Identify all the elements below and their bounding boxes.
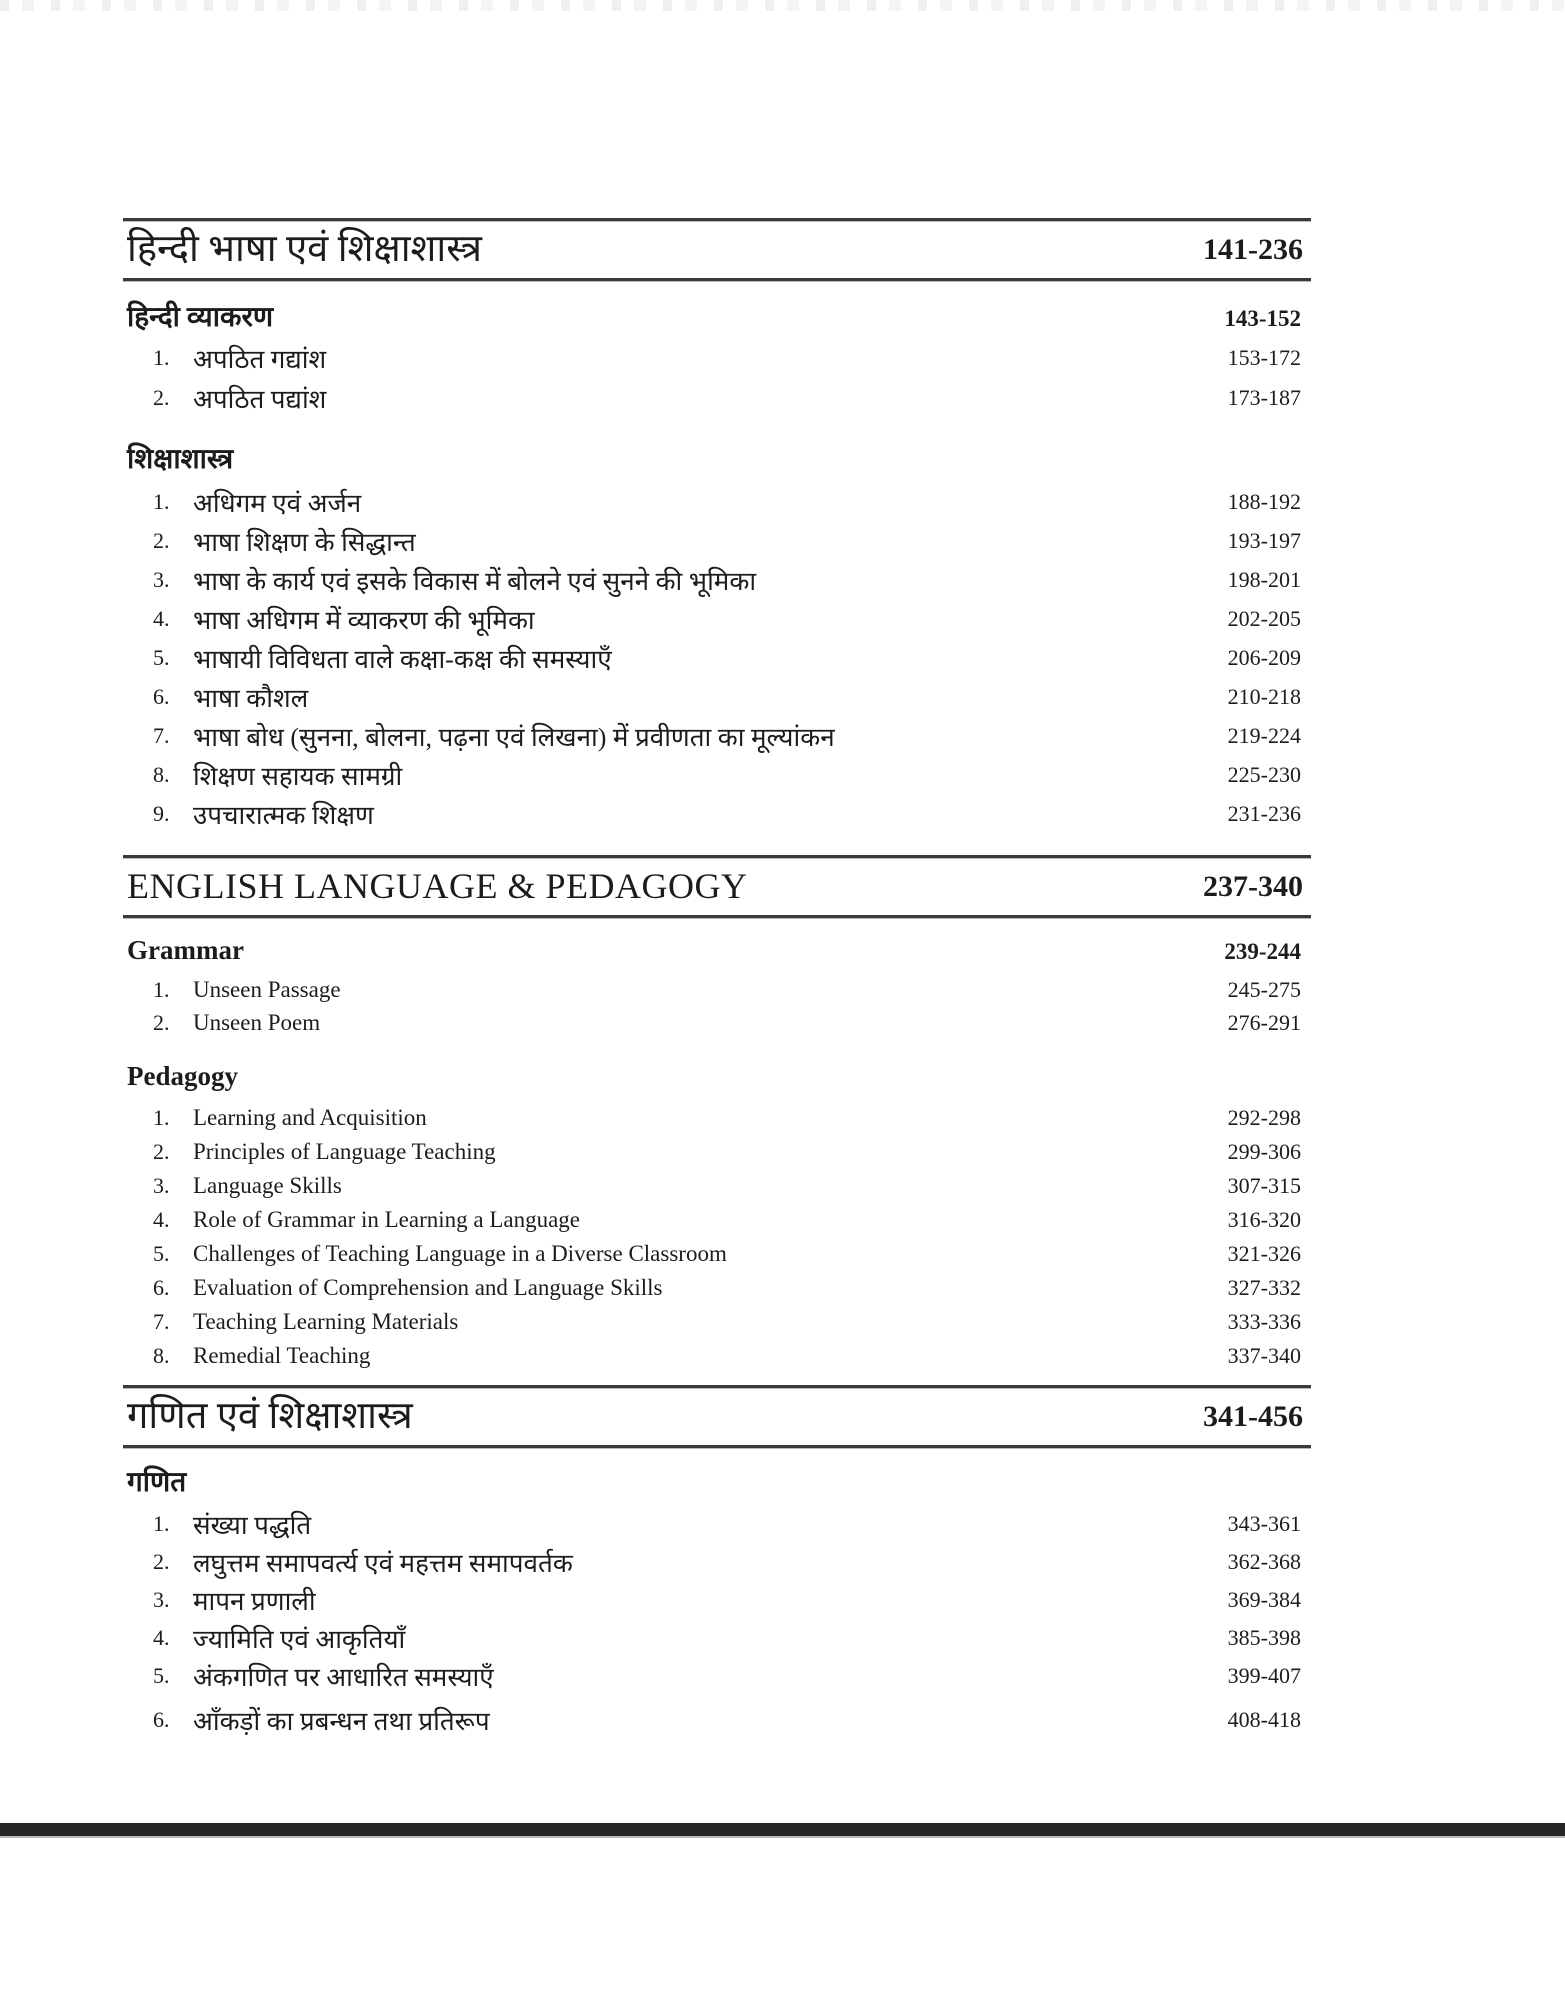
section-divider [123, 278, 1311, 282]
entry-number: 5. [153, 1663, 170, 1688]
entry-title: भाषा शिक्षण के सिद्धान्त [193, 527, 416, 557]
subsection-title: Pedagogy [127, 1061, 238, 1091]
entry-page-range: 292-298 [1227, 1105, 1301, 1130]
toc-entry [123, 1135, 1311, 1169]
entry-page-range: 321-326 [1227, 1241, 1301, 1266]
entry-title: आँकड़ों का प्रबन्धन तथा प्रतिरूप [193, 1707, 490, 1736]
entry-title: उपचारात्मक शिक्षण [193, 800, 374, 830]
toc-content [123, 0, 1311, 1739]
subsection-title: शिक्षाशास्त्र [127, 443, 234, 475]
subsection-page-range: 239-244 [1224, 939, 1301, 964]
entry-number: 1. [153, 488, 170, 514]
entry-page-range: 206-209 [1227, 644, 1301, 670]
entry-title: Principles of Language Teaching [193, 1139, 496, 1164]
entry-number: 4. [153, 1207, 170, 1232]
entry-title: Evaluation of Comprehension and Language Skills [193, 1275, 663, 1300]
toc-entry [123, 1203, 1311, 1237]
entry-page-range: 316-320 [1227, 1207, 1301, 1232]
toc-entry [123, 560, 1311, 599]
entry-title: लघुत्तम समापवर्त्य एवं महत्तम समापवर्तक [193, 1549, 573, 1578]
toc-entry [123, 482, 1311, 521]
toc-entry [123, 338, 1311, 378]
entry-number: 3. [153, 1587, 170, 1612]
toc-entry [123, 521, 1311, 560]
section-page-range: 237-340 [1203, 870, 1303, 903]
entry-page-range: 333-336 [1227, 1309, 1301, 1334]
entry-number: 6. [153, 1707, 170, 1732]
entry-title: भाषा अधिगम में व्याकरण की भूमिका [193, 605, 535, 635]
toc-entry [123, 794, 1311, 833]
entry-title: अपठित पद्यांश [193, 385, 327, 414]
section-title: गणित एवं शिक्षाशास्त्र [127, 1395, 413, 1438]
entry-title: ज्यामिति एवं आकृतियाँ [193, 1625, 406, 1654]
subsection-ganit [123, 1465, 1311, 1505]
toc-entry [123, 1271, 1311, 1305]
entry-title: शिक्षण सहायक सामग्री [193, 761, 403, 791]
toc-entry [123, 1339, 1311, 1373]
entry-title: मापन प्रणाली [193, 1587, 316, 1616]
entry-title: Language Skills [193, 1173, 342, 1198]
section-hindi-header [123, 218, 1311, 282]
toc-entry [123, 378, 1311, 418]
toc-entry [123, 1237, 1311, 1271]
entry-title: Learning and Acquisition [193, 1105, 427, 1130]
subsection-title: Grammar [127, 935, 244, 965]
section-title: ENGLISH LANGUAGE & PEDAGOGY [127, 866, 748, 907]
entry-title: Remedial Teaching [193, 1343, 371, 1368]
entry-number: 6. [153, 1275, 170, 1300]
entry-number: 7. [153, 1309, 170, 1334]
section-divider [123, 915, 1311, 919]
chapter-list [123, 1101, 1311, 1373]
entry-title: भाषा के कार्य एवं इसके विकास में बोलने एवं सुनने की भूमिका [193, 566, 757, 596]
section-page-range: 341-456 [1203, 1400, 1303, 1433]
subsection-title: हिन्दी व्याकरण [127, 302, 274, 333]
entry-title: Unseen Poem [193, 1009, 321, 1035]
entry-title: भाषा कौशल [193, 683, 309, 713]
entry-title: भाषायी विविधता वाले कक्षा-कक्ष की समस्याएँ [193, 644, 612, 674]
entry-number: 8. [153, 1343, 170, 1368]
chapter-list [123, 338, 1311, 418]
toc-entry [123, 638, 1311, 677]
entry-number: 1. [153, 1105, 170, 1130]
section-title-row [123, 859, 1311, 915]
entry-page-range: 369-384 [1227, 1587, 1301, 1612]
subsection-shikshashastra [123, 438, 1311, 482]
entry-number: 2. [153, 1009, 170, 1035]
subsection-hindi-vyakaran [123, 300, 1311, 338]
entry-page-range: 343-361 [1227, 1511, 1301, 1536]
entry-title: Role of Grammar in Learning a Language [193, 1207, 581, 1232]
toc-entry [123, 1006, 1311, 1039]
toc-entry [123, 1543, 1311, 1581]
entry-page-range: 337-340 [1227, 1343, 1301, 1368]
toc-entry [123, 677, 1311, 716]
entry-page-range: 408-418 [1227, 1707, 1301, 1732]
chapter-list [123, 482, 1311, 833]
scan-edge-bar [0, 1823, 1565, 1838]
entry-page-range: 362-368 [1227, 1549, 1301, 1574]
toc-entry [123, 1619, 1311, 1657]
subsection-grammar [123, 933, 1311, 973]
entry-number: 4. [153, 605, 170, 631]
section-math-header [123, 1385, 1311, 1449]
section-english-header [123, 855, 1311, 919]
entry-page-range: 299-306 [1227, 1139, 1301, 1164]
entry-title: अंकगणित पर आधारित समस्याएँ [193, 1663, 494, 1692]
entry-title: अपठित गद्यांश [193, 345, 327, 374]
entry-number: 1. [153, 976, 170, 1002]
toc-entry [123, 599, 1311, 638]
entry-title: अधिगम एवं अर्जन [193, 488, 362, 518]
entry-page-range: 210-218 [1227, 683, 1301, 709]
entry-number: 2. [153, 1549, 170, 1574]
entry-number: 3. [153, 1173, 170, 1198]
entry-number: 6. [153, 683, 170, 709]
section-divider [123, 1445, 1311, 1449]
toc-entry [123, 1101, 1311, 1135]
toc-entry [123, 1581, 1311, 1619]
chapter-list [123, 973, 1311, 1039]
entry-title: भाषा बोध (सुनना, बोलना, पढ़ना एवं लिखना) में प्रवीणता का मूल्यांकन [193, 722, 835, 752]
entry-page-range: 225-230 [1227, 761, 1301, 787]
entry-number: 2. [153, 385, 170, 410]
entry-page-range: 399-407 [1227, 1663, 1301, 1688]
toc-entry [123, 1305, 1311, 1339]
toc-entry [123, 716, 1311, 755]
entry-page-range: 276-291 [1227, 1009, 1301, 1035]
toc-entry [123, 1657, 1311, 1695]
entry-number: 5. [153, 1241, 170, 1266]
subsection-pedagogy [123, 1059, 1311, 1101]
subsection-page-range: 143-152 [1224, 306, 1301, 331]
entry-number: 7. [153, 722, 170, 748]
entry-page-range: 202-205 [1227, 605, 1301, 631]
section-title: हिन्दी भाषा एवं शिक्षाशास्त्र [127, 228, 482, 271]
entry-page-range: 327-332 [1227, 1275, 1301, 1300]
entry-title: संख्या पद्धति [193, 1511, 312, 1540]
entry-number: 9. [153, 800, 170, 826]
entry-page-range: 385-398 [1227, 1625, 1301, 1650]
toc-entry [123, 973, 1311, 1006]
entry-page-range: 153-172 [1227, 345, 1301, 370]
section-title-row [123, 1389, 1311, 1445]
entry-page-range: 193-197 [1227, 527, 1301, 553]
entry-page-range: 188-192 [1227, 488, 1301, 514]
toc-entry [123, 755, 1311, 794]
entry-number: 4. [153, 1625, 170, 1650]
entry-page-range: 173-187 [1227, 385, 1301, 410]
entry-number: 2. [153, 527, 170, 553]
entry-page-range: 307-315 [1227, 1173, 1301, 1198]
toc-entry [123, 1701, 1311, 1739]
entry-page-range: 231-236 [1227, 800, 1301, 826]
entry-number: 8. [153, 761, 170, 787]
toc-entry [123, 1505, 1311, 1543]
toc-entry [123, 1169, 1311, 1203]
entry-number: 5. [153, 644, 170, 670]
chapter-list [123, 1505, 1311, 1739]
entry-title: Teaching Learning Materials [193, 1309, 459, 1334]
entry-title: Challenges of Teaching Language in a Diverse Classroom [193, 1241, 727, 1266]
entry-page-range: 198-201 [1227, 566, 1301, 592]
entry-title: Unseen Passage [193, 976, 341, 1002]
entry-number: 1. [153, 1511, 170, 1536]
section-page-range: 141-236 [1203, 233, 1303, 266]
entry-number: 3. [153, 566, 170, 592]
entry-page-range: 219-224 [1227, 722, 1301, 748]
subsection-title: गणित [127, 1467, 187, 1498]
entry-number: 2. [153, 1139, 170, 1164]
section-title-row [123, 222, 1311, 278]
entry-page-range: 245-275 [1227, 976, 1301, 1002]
entry-number: 1. [153, 345, 170, 370]
